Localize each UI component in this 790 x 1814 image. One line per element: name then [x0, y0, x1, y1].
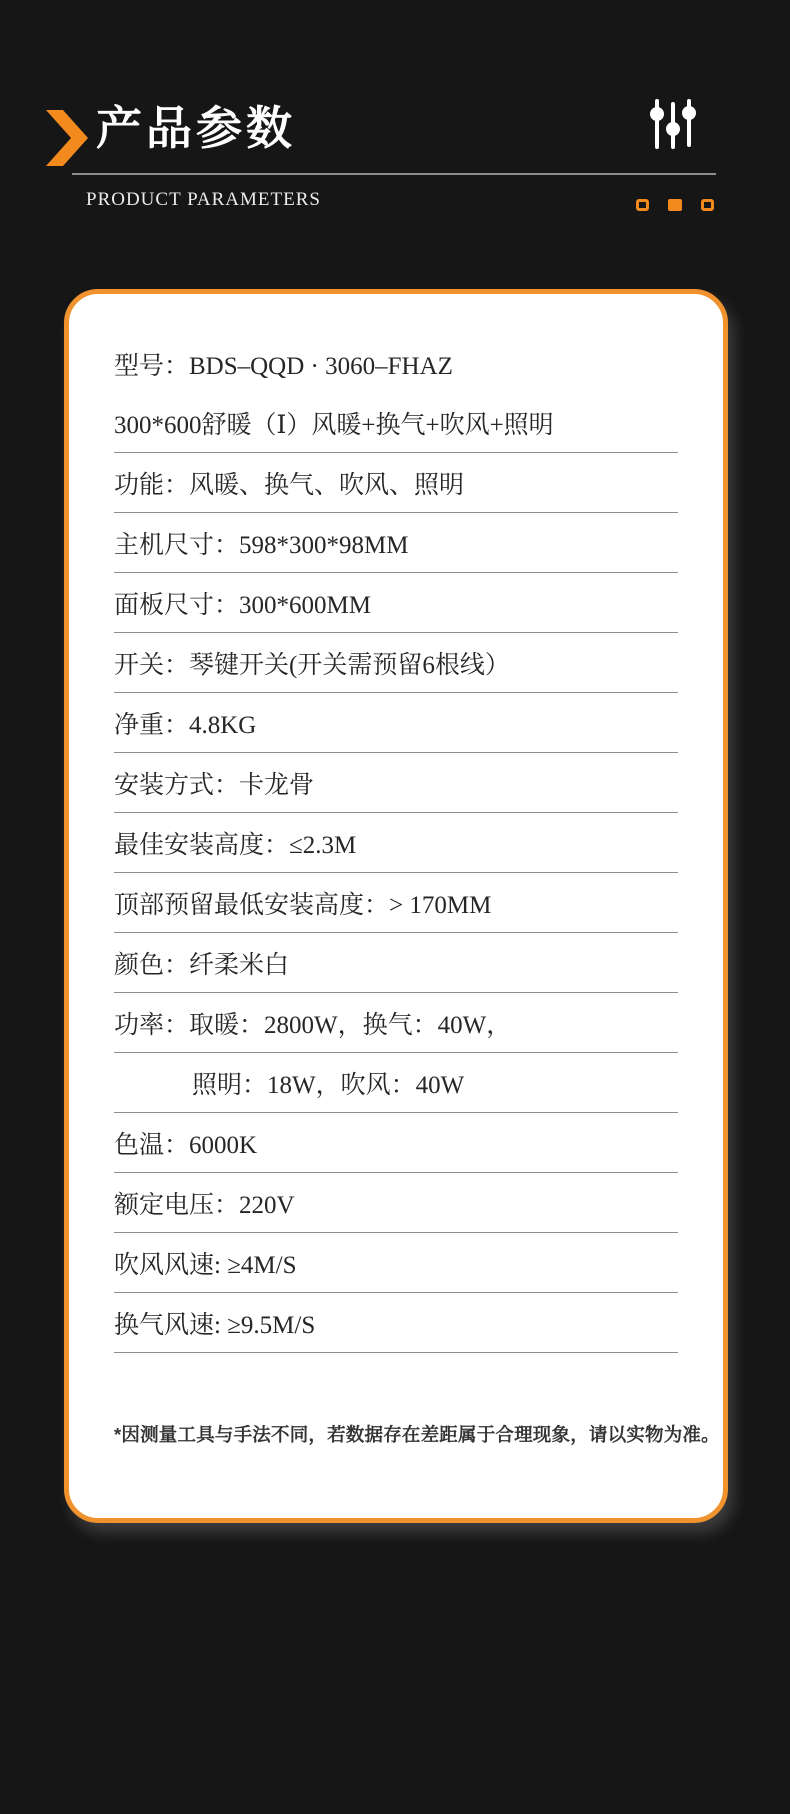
spec-row-functions	[114, 453, 678, 513]
spec-row-power	[114, 993, 678, 1053]
spec-text: 净重：4.8KG	[114, 711, 257, 739]
spec-text: 换气风速: ≥9.5M/S	[114, 1311, 316, 1339]
spec-row-model-line2	[114, 393, 678, 453]
spec-row-switch	[114, 633, 678, 693]
spec-text: 功率：取暖：2800W，换气：40W，	[114, 1011, 512, 1039]
spec-row-model	[114, 334, 678, 393]
square-outline-icon	[636, 199, 649, 211]
spec-text: 额定电压：220V	[114, 1191, 295, 1219]
spec-row-install-method	[114, 753, 678, 813]
spec-row-panel-size	[114, 573, 678, 633]
spec-row-color-temp	[114, 1113, 678, 1173]
page-title: 产品参数	[96, 102, 296, 154]
spec-text: 顶部预留最低安装高度：> 170MM	[114, 891, 492, 919]
spec-row-host-size	[114, 513, 678, 573]
sliders-icon	[650, 98, 696, 150]
spec-card	[64, 289, 728, 1523]
square-outline-icon	[701, 199, 714, 211]
spec-row-net-weight	[114, 693, 678, 753]
spec-text: 面板尺寸：300*600MM	[114, 591, 371, 619]
spec-text: 功能：风暖、换气、吹风、照明	[114, 471, 465, 499]
spec-text: 色温：6000K	[114, 1131, 258, 1159]
spec-text: 主机尺寸：598*300*98MM	[114, 531, 409, 559]
spec-text: 照明：18W，吹风：40W	[192, 1071, 465, 1099]
decor-markers	[636, 199, 714, 211]
chevron-right-icon	[46, 110, 88, 166]
spec-text: 颜色：纤柔米白	[114, 951, 290, 979]
header-divider	[72, 173, 716, 175]
spec-text: 最佳安装高度：≤2.3M	[114, 831, 357, 859]
spec-row-vent-speed	[114, 1293, 678, 1353]
spec-text: 吹风风速: ≥4M/S	[114, 1251, 297, 1279]
spec-row-power-line2	[114, 1053, 678, 1113]
spec-text: 300*600舒暖（Ⅰ）风暖+换气+吹风+照明	[114, 411, 554, 439]
spec-text: 开关：琴键开关(开关需预留6根线）	[114, 651, 510, 679]
spec-text: 安装方式：卡龙骨	[114, 771, 315, 799]
spec-text: 型号：BDS–QQD · 3060–FHAZ	[114, 352, 453, 380]
spec-row-min-top-height	[114, 873, 678, 933]
page-subtitle: PRODUCT PARAMETERS	[86, 189, 321, 210]
measurement-disclaimer: *因测量工具与手法不同，若数据存在差距属于合理现象，请以实物为准。	[114, 1424, 720, 1445]
spec-row-color	[114, 933, 678, 993]
spec-row-voltage	[114, 1173, 678, 1233]
spec-row-best-height	[114, 813, 678, 873]
spec-row-blow-speed	[114, 1233, 678, 1293]
square-filled-icon	[668, 199, 682, 211]
